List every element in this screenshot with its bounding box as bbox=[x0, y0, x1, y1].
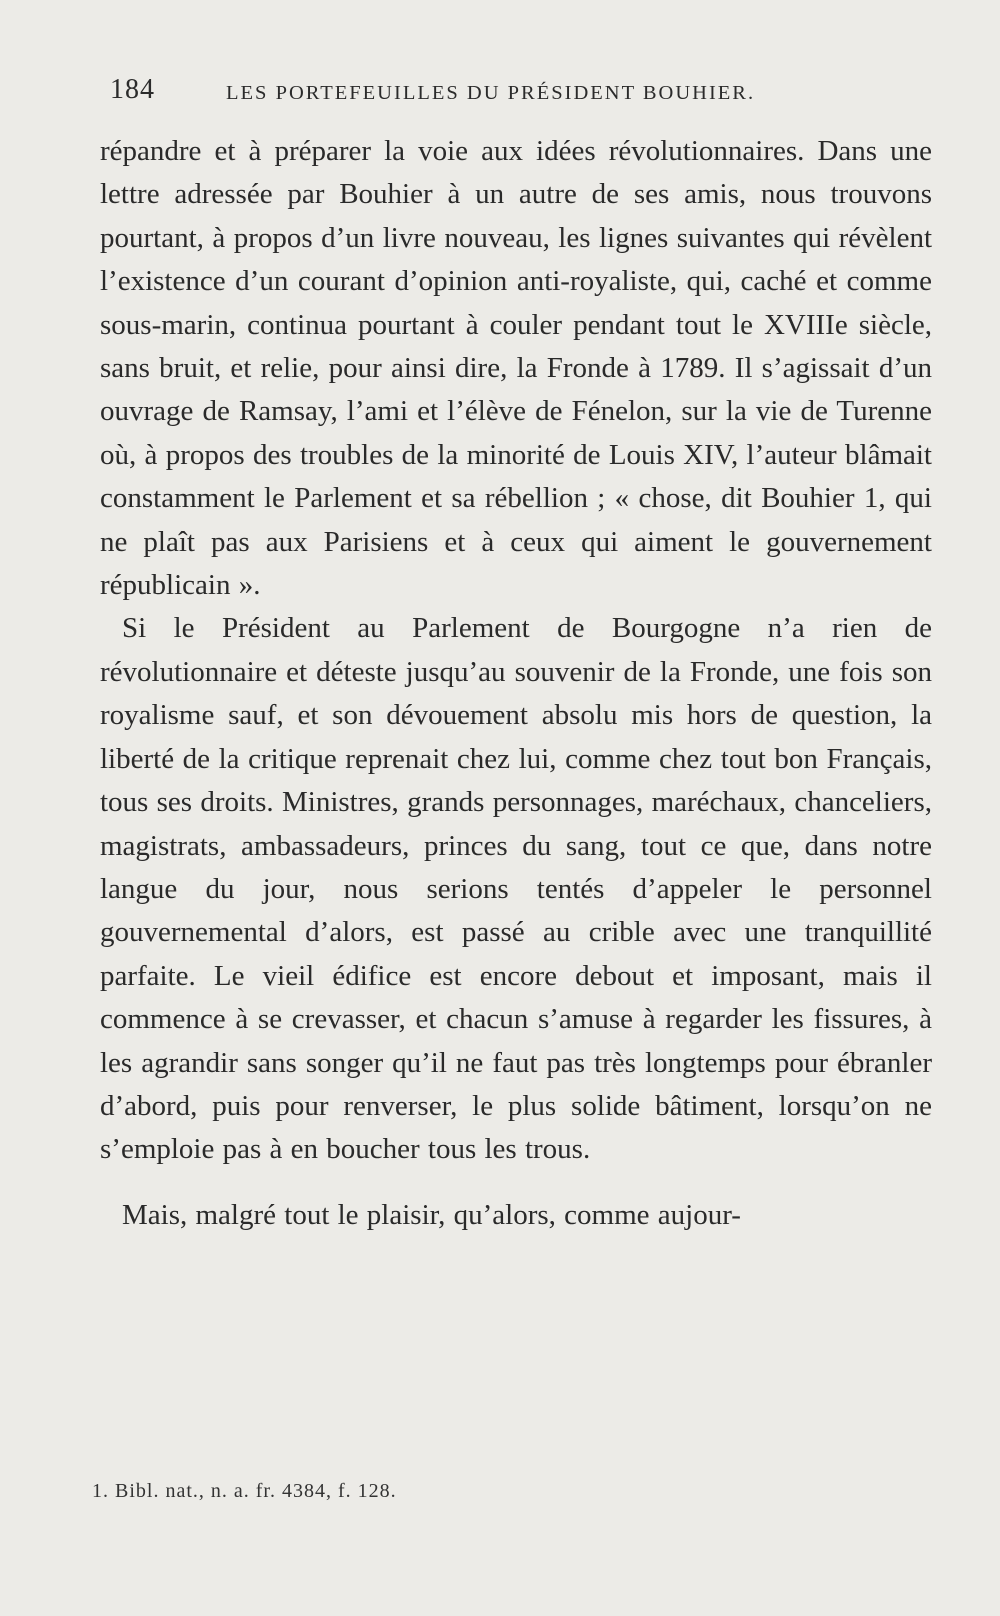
page-number: 184 bbox=[110, 74, 155, 105]
running-title: LES PORTEFEUILLES DU PRÉSIDENT BOUHIER. bbox=[226, 82, 756, 104]
footnote: 1. Bibl. nat., n. a. fr. 4384, f. 128. bbox=[92, 1480, 397, 1502]
body-text bbox=[100, 130, 932, 1237]
paragraph-3: Mais, malgré tout le plaisir, qu’alors, comme aujour- bbox=[122, 1198, 741, 1231]
page-header bbox=[110, 74, 835, 114]
paragraph-1: répandre et à préparer la voie aux idées révolutionnaires. Dans une lettre adressée par Bouhier à un autre de ses amis, nous trouvons pourtant, à propos d’un livre nouveau, les lignes suivantes qui révèlent l’existence d’un courant d’opinion anti-royaliste, qui, caché et comme sous-marin, continua pourtant à couler pendant tout le XVIIIe siècle, sans bruit, et relie, pour ainsi dire, la Fronde à 1789. Il s’agissait d’un ouvrage de Ramsay, l’ami et l’élève de Fénelon, sur la vie de Turenne où, à propos des troubles de la minorité de Louis XIV, l’auteur blâmait constamment le Parlement et sa rébellion ; « chose, dit Bouhier 1, qui ne plaît pas aux Parisiens et à ceux qui aiment le gouvernement républicain ». bbox=[100, 135, 932, 602]
paragraph-2: Si le Président au Parlement de Bourgogne n’a rien de révolutionnaire et déteste jusqu’au souvenir de la Fronde, une fois son royalisme sauf, et son dévouement absolu mis hors de question, la liberté de la critique reprenait chez lui, comme chez tout bon Français, tous ses droits. Ministres, grands personnages, maréchaux, chanceliers, magistrats, ambassadeurs, princes du sang, tout ce que, dans notre langue du jour, nous serions tentés d’appeler le personnel gouvernemental d’alors, est passé au crible avec une tranquillité parfaite. Le vieil édifice est encore debout et imposant, mais il commence à se crevasser, et chacun s’amuse à regarder les fissures, à les agrandir sans songer qu’il ne faut pas très longtemps pour ébranler d’abord, puis pour renverser, le plus solide bâtiment, lorsqu’on ne s’emploie pas à en boucher tous les trous. bbox=[100, 612, 932, 1166]
